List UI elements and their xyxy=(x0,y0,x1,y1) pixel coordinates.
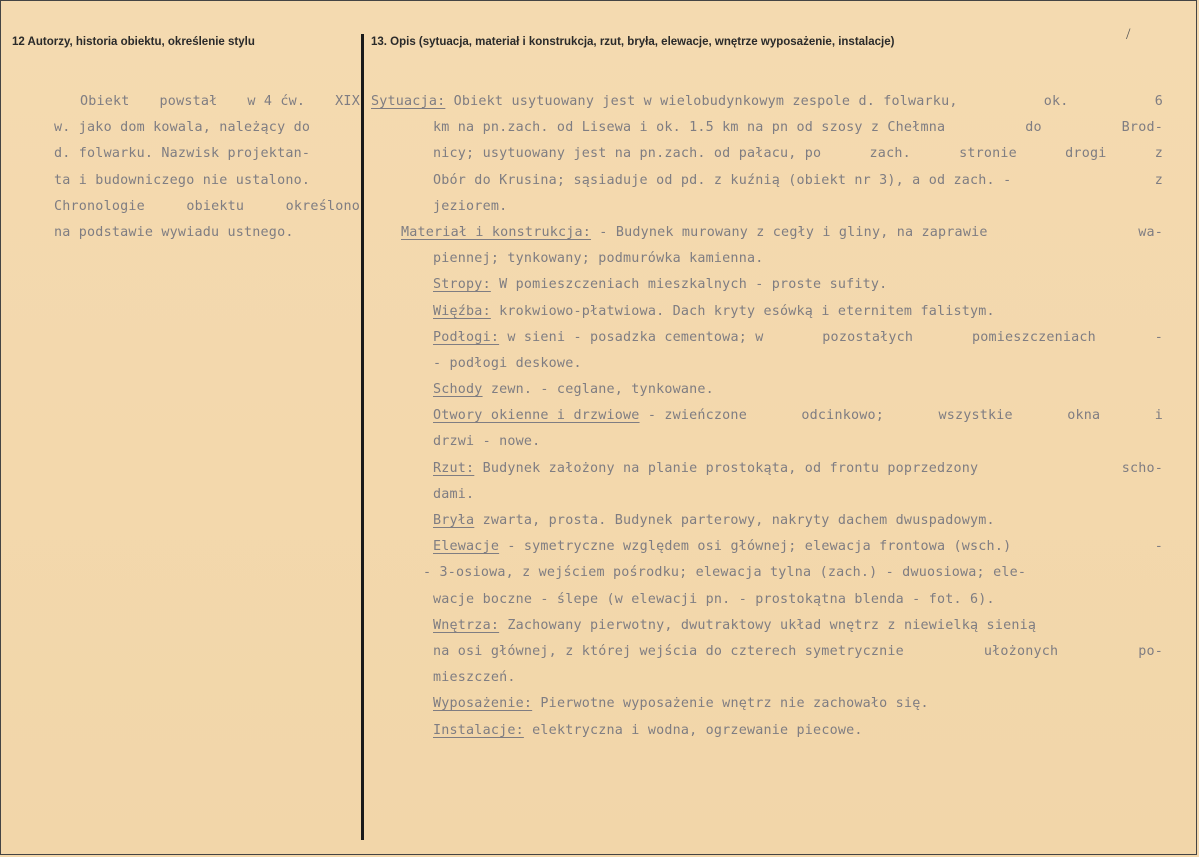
wyposazenie-label: Wyposażenie: xyxy=(433,696,533,712)
pen-mark: / xyxy=(1126,26,1131,43)
history-line: Obiekt powstał w 4 ćw. XIX xyxy=(80,94,360,109)
sytuacja-line: Sytuacja: Obiekt usytuowany jest w wielobudynkowym zespole d. folwarku, ok. 6 xyxy=(371,94,1163,109)
history-line: na podstawie wywiadu ustnego. xyxy=(54,224,294,240)
instalacje-line: Instalacje: elektryczna i wodna, ogrzewanie piecowe. xyxy=(433,722,863,738)
sytuacja-line: km na pn.zach. od Lisewa i ok. 1.5 km na pn od szosy z Chełmna do Brod- xyxy=(433,120,1163,136)
authors-history-text xyxy=(54,89,360,246)
elewacje-line: wacje boczne - ślepe (w elewacji pn. - prostokątna blenda - fot. 6). xyxy=(433,591,995,607)
stropy-label: Stropy: xyxy=(433,277,491,293)
sytuacja-line: nicy; usytuowany jest na pn.zach. od pałacu, po zach. stronie drogi z xyxy=(433,146,1163,162)
otwory-line: drzwi - nowe. xyxy=(433,434,541,450)
history-line: w. jako dom kowala, należący do xyxy=(54,120,311,136)
material-label: Materiał i konstrukcja: xyxy=(401,224,592,240)
wiezba-line: Więźba: krokwiowo-płatwiowa. Dach kryty esówką i eternitem falistym. xyxy=(433,303,995,319)
stropy-line: Stropy: W pomieszczeniach mieszkalnych - proste sufity. xyxy=(433,277,888,293)
sytuacja-line: jeziorem. xyxy=(433,198,508,214)
material-line: piennej; tynkowany; podmurówka kamienna. xyxy=(433,251,764,267)
elewacje-label: Elewacje xyxy=(433,539,500,555)
bryla-line: Bryła zwarta, prosta. Budynek parterowy, nakryty dachem dwuspadowym. xyxy=(433,513,995,528)
section-13-header: 13. Opis (sytuacja, materiał i konstrukcja, rzut, bryła, elewacje, wnętrze wyposażenie, instalacje) xyxy=(371,36,895,48)
podlogi-label: Podłogi: xyxy=(433,329,500,345)
wyposazenie-line: Wyposażenie: Pierwotne wyposażenie wnętrz nie zachowało się. xyxy=(433,696,929,712)
wnetrza-label: Wnętrza: xyxy=(433,617,500,633)
schody-label: Schody xyxy=(433,382,483,398)
elewacje-line: - 3-osiowa, z wejściem pośrodku; elewacja tylna (zach.) - dwuosiowa; ele- xyxy=(423,565,1027,581)
column-divider xyxy=(361,34,364,840)
section-12-header: 12 Autorzy, historia obiektu, określenie stylu xyxy=(12,36,255,48)
podlogi-line: Podłogi: w sieni - posadzka cementowa; w pozostałych pomieszczeniach - xyxy=(433,329,1163,345)
history-line: d. folwarku. Nazwisk projektan- xyxy=(54,146,311,162)
description-text xyxy=(371,89,1163,744)
rzut-line: dami. xyxy=(433,486,475,502)
sytuacja-line: Obór do Krusina; sąsiaduje od pd. z kuźnią (obiekt nr 3), a od zach. - z xyxy=(433,172,1163,188)
instalacje-label: Instalacje: xyxy=(433,722,524,738)
podlogi-line: - podłogi deskowe. xyxy=(433,355,582,371)
wnetrza-line: mieszczeń. xyxy=(433,670,516,686)
wnetrza-line: na osi głównej, z której wejścia do czterech symetrycznie ułożonych po- xyxy=(433,643,1163,659)
history-line: Chronologie obiektu określono xyxy=(54,198,360,214)
otwory-label: Otwory okienne i drzwiowe xyxy=(433,408,640,424)
history-line: ta i budowniczego nie ustalono. xyxy=(54,172,311,188)
elewacje-line: Elewacje - symetryczne względem osi głównej; elewacja frontowa (wsch.) - xyxy=(433,539,1163,555)
schody-line: Schody zewn. - ceglane, tynkowane. xyxy=(433,382,714,398)
wnetrza-line: Wnętrza: Zachowany pierwotny, dwutraktowy układ wnętrz z niewielką sienią xyxy=(433,617,1037,633)
rzut-label: Rzut: xyxy=(433,460,475,476)
sytuacja-label: Sytuacja: xyxy=(371,94,446,109)
bryla-label: Bryła xyxy=(433,513,475,528)
material-line: Materiał i konstrukcja: - Budynek murowany z cegły i gliny, na zaprawie wa- xyxy=(401,224,1163,240)
rzut-line: Rzut: Budynek założony na planie prostokąta, od frontu poprzedzony scho- xyxy=(433,460,1163,476)
otwory-line: Otwory okienne i drzwiowe - zwieńczone odcinkowo; wszystkie okna i xyxy=(433,408,1163,424)
wiezba-label: Więźba: xyxy=(433,303,491,319)
